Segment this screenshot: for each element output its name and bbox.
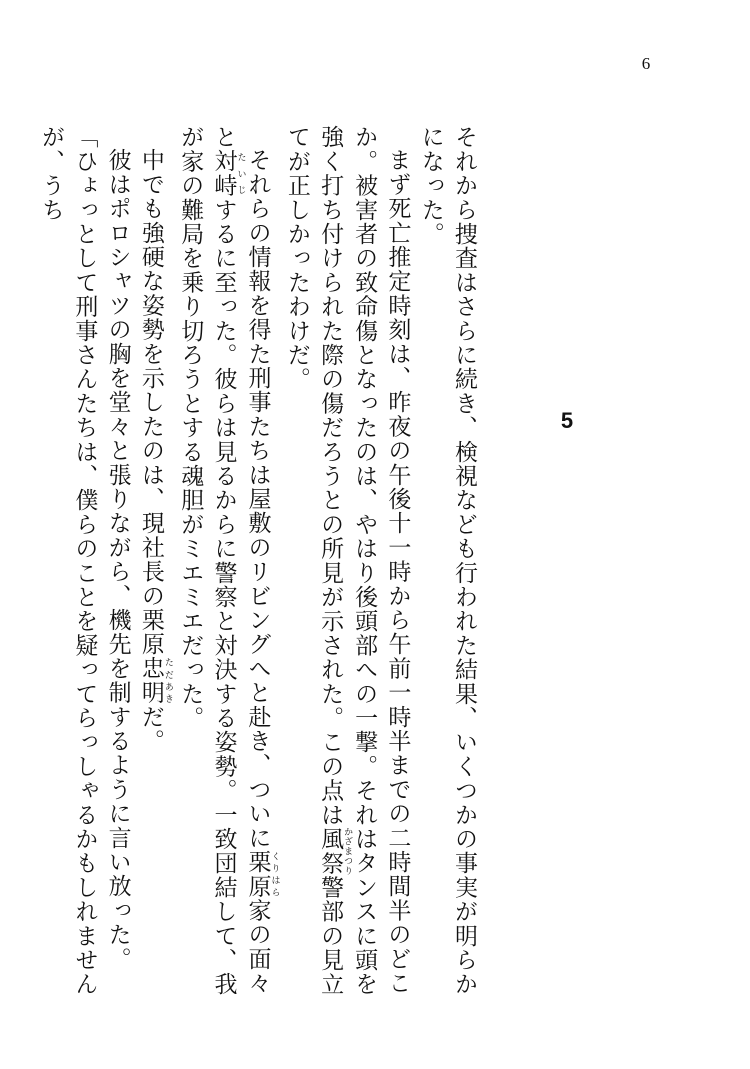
ruby-reading: かざまつり <box>342 826 353 876</box>
ruby-reading: くりはら <box>269 849 280 899</box>
ruby-taiji: 対峙 たいじ <box>210 149 246 198</box>
ruby-tadaaki: 忠明 ただあき <box>137 656 173 705</box>
paragraph-text: 中でも強硬な姿勢を示したのは、現社長の栗原忠明 ただあきだ。 <box>137 148 173 754</box>
paragraph-text: まず死亡推定時刻は、昨夜の午後十一時から午前一時半までの二時間半のどこか。被害者の致命傷となったのは、やはり後頭部への一撃。それはタンスに頭を強く打ち付けられた際の傷だろうとの所見が示された。この点は風祭 かざまつり警部の見立てが正しかったわけだ。 <box>283 125 411 997</box>
paragraph-2 <box>280 125 414 1005</box>
ruby-kurihara: 栗原 くりはら <box>244 849 280 899</box>
ruby-reading: たいじ <box>235 149 246 198</box>
paragraph-6 <box>34 125 101 1005</box>
paragraph-text: それから捜査はさらに続き、検視なども行われた結果、いくつかの事実が明らかになった。 <box>417 125 477 997</box>
page-number: 6 <box>641 54 651 73</box>
novel-text-body <box>38 125 480 1005</box>
paragraph-3 <box>173 125 280 1005</box>
paragraph-5 <box>100 125 133 1005</box>
ruby-reading: ただあき <box>162 656 173 705</box>
paragraph-text: 彼はポロシャツの胸を堂々と張りながら、機先を制するように言い放った。 <box>104 148 131 971</box>
paragraph-1 <box>413 125 480 1005</box>
paragraph-4 <box>134 125 173 1005</box>
paragraph-text: 「ひょっとして刑事さんたちは、僕らのことを疑ってらっしゃるかもしれませんが、うち <box>38 125 98 997</box>
paragraph-text: それらの情報を得た刑事たちは屋敷のリビングへと赴き、ついに栗原 くりはら家の面々と対峙 たいじするに至った。彼らは見るからに警察と対決する姿勢。一致団結して、我が家の難局を乗り切ろうとする魂胆がミエミエだった。 <box>177 125 280 997</box>
ruby-kazamatsuri: 風祭 かざまつり <box>317 826 353 876</box>
chapter-number: 5 <box>560 408 574 433</box>
